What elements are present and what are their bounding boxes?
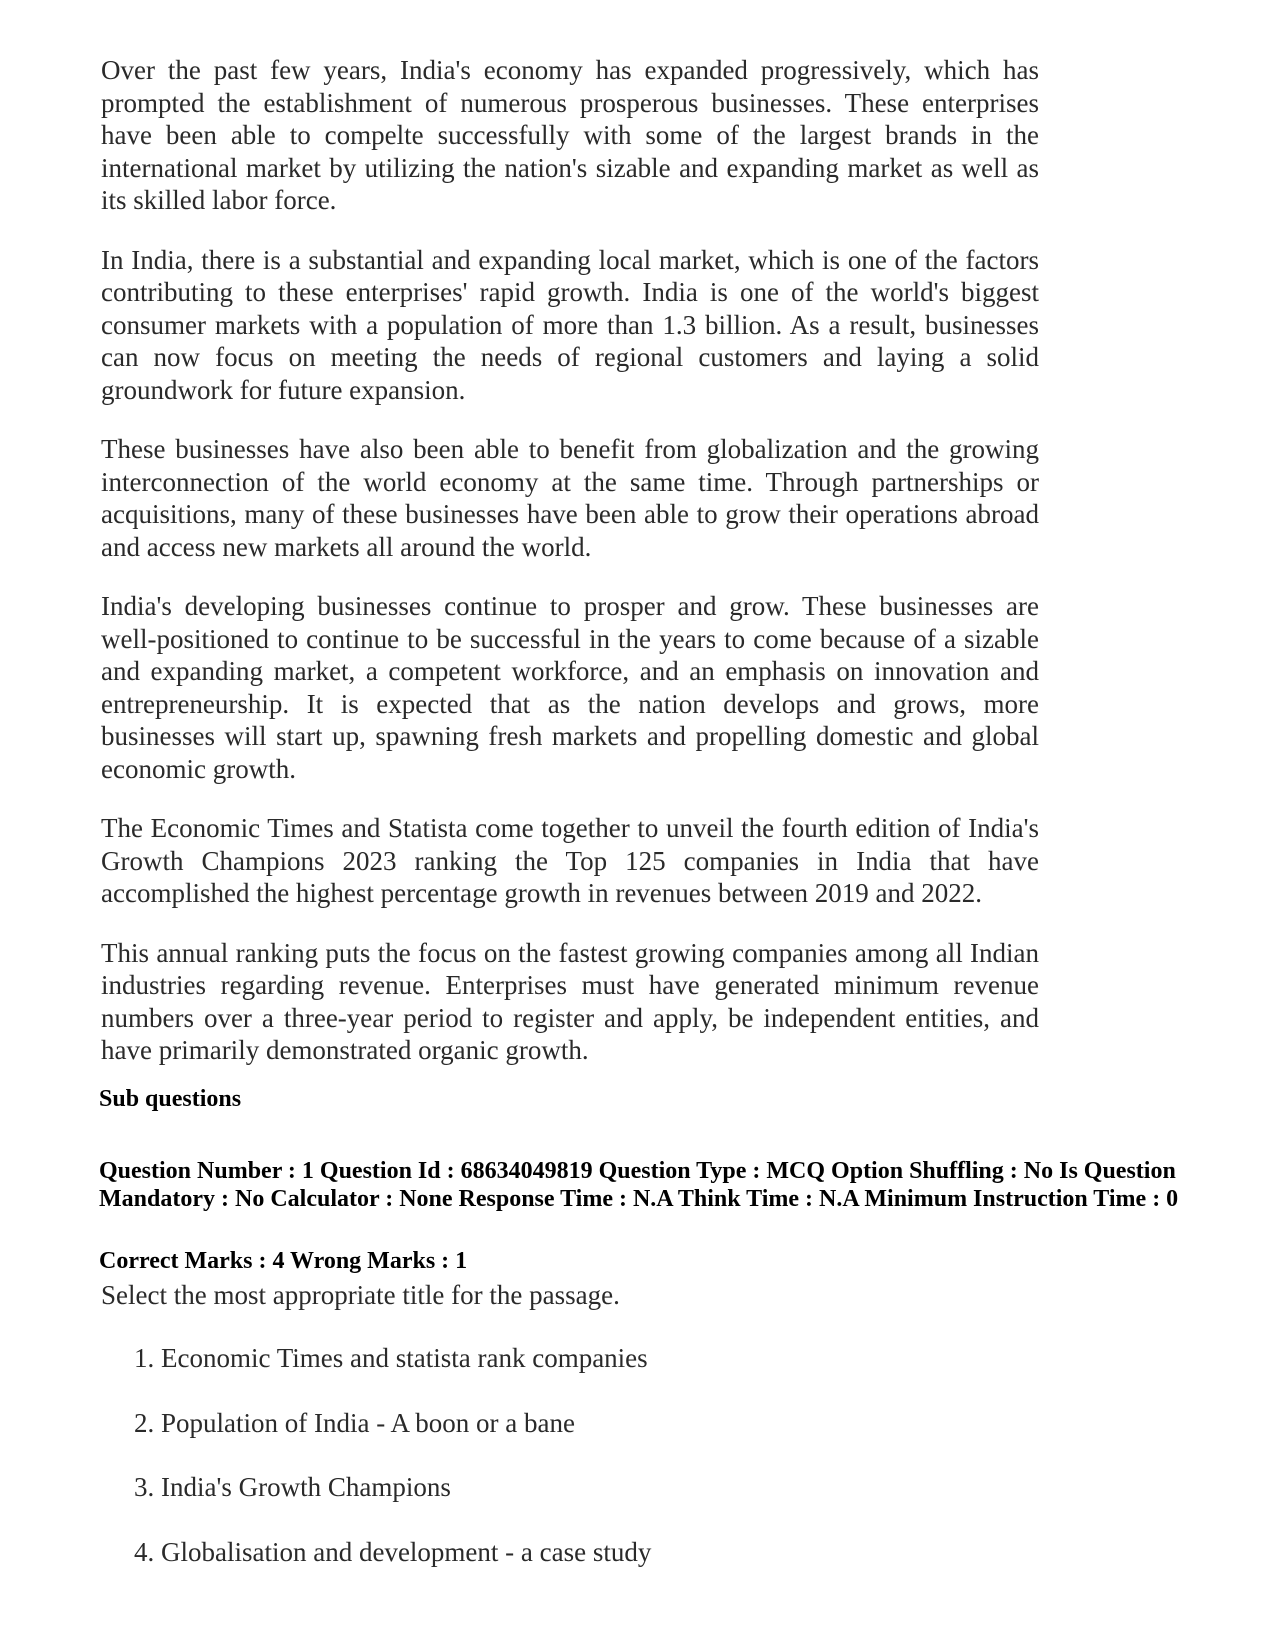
passage-paragraph-1: Over the past few years, India's economy has expanded progressively, which has prompted the establishment of numerous prosperous businesses. These enterprises have been able to compelte successfully with some of the largest brands in the international market by utilizing the nation's sizable and expanding market as well as its skilled labor force. <box>101 55 1039 215</box>
answer-option-3 <box>134 1472 651 1537</box>
answer-option-2 <box>134 1408 651 1473</box>
answer-option-3-label: 3. India's Growth Champions <box>134 1472 451 1502</box>
answer-options <box>134 1343 651 1601</box>
question-meta: Question Number : 1 Question Id : 68634049819 Question Type : MCQ Option Shuffling : No Is Question Mandatory : No Calculator : None Response Time : N.A Think Time : N.A Minimum Instruction Time : 0 <box>99 1158 1179 1212</box>
passage-paragraph-2: In India, there is a substantial and expanding local market, which is one of the factors contributing to these enterprises' rapid growth. India is one of the world's biggest consumer markets with a population of more than 1.3 billion. As a result, businesses can now focus on meeting the needs of regional customers and laying a solid groundwork for future expansion. <box>101 244 1039 405</box>
answer-option-4 <box>134 1537 651 1602</box>
passage-paragraph-5: The Economic Times and Statista come together to unveil the fourth edition of India's Growth Champions 2023 ranking the Top 125 companies in India that have accomplished the highest percentage growth in revenues between 2019 and 2022. <box>101 813 1039 908</box>
answer-option-4-label: 4. Globalisation and development - a case study <box>134 1536 652 1567</box>
question-prompt: Select the most appropriate title for the passage. <box>101 1280 620 1310</box>
passage-paragraph-4: India's developing businesses continue to prosper and grow. These businesses are well-positioned to continue to be successful in the years to come because of a sizable and expanding market, a competent workforce, and an emphasis on innovation and entrepreneurship. It is expected that as the nation develops and grows, more businesses will start up, spawning fresh markets and propelling domestic and global economic growth. <box>101 591 1039 784</box>
answer-option-1-label: 1. Economic Times and statista rank companies <box>134 1343 648 1373</box>
sub-questions-heading: Sub questions <box>99 1086 242 1112</box>
passage-paragraph-3: These businesses have also been able to benefit from globalization and the growing interconnection of the world economy at the same time. Through partnerships or acquisitions, many of these businesses have been able to grow their operations abroad and access new markets all around the world. <box>101 434 1039 562</box>
answer-option-1 <box>134 1343 651 1408</box>
passage-paragraph-6: This annual ranking puts the focus on the fastest growing companies among all Indian industries regarding revenue. Enterprises must have generated minimum revenue numbers over a three-year period to register and apply, be independent entities, and have primarily demonstrated organic growth. <box>101 937 1039 1065</box>
question-marks: Correct Marks : 4 Wrong Marks : 1 <box>99 1248 468 1274</box>
answer-option-2-label: 2. Population of India - A boon or a bane <box>134 1407 575 1438</box>
passage <box>101 54 1039 1067</box>
